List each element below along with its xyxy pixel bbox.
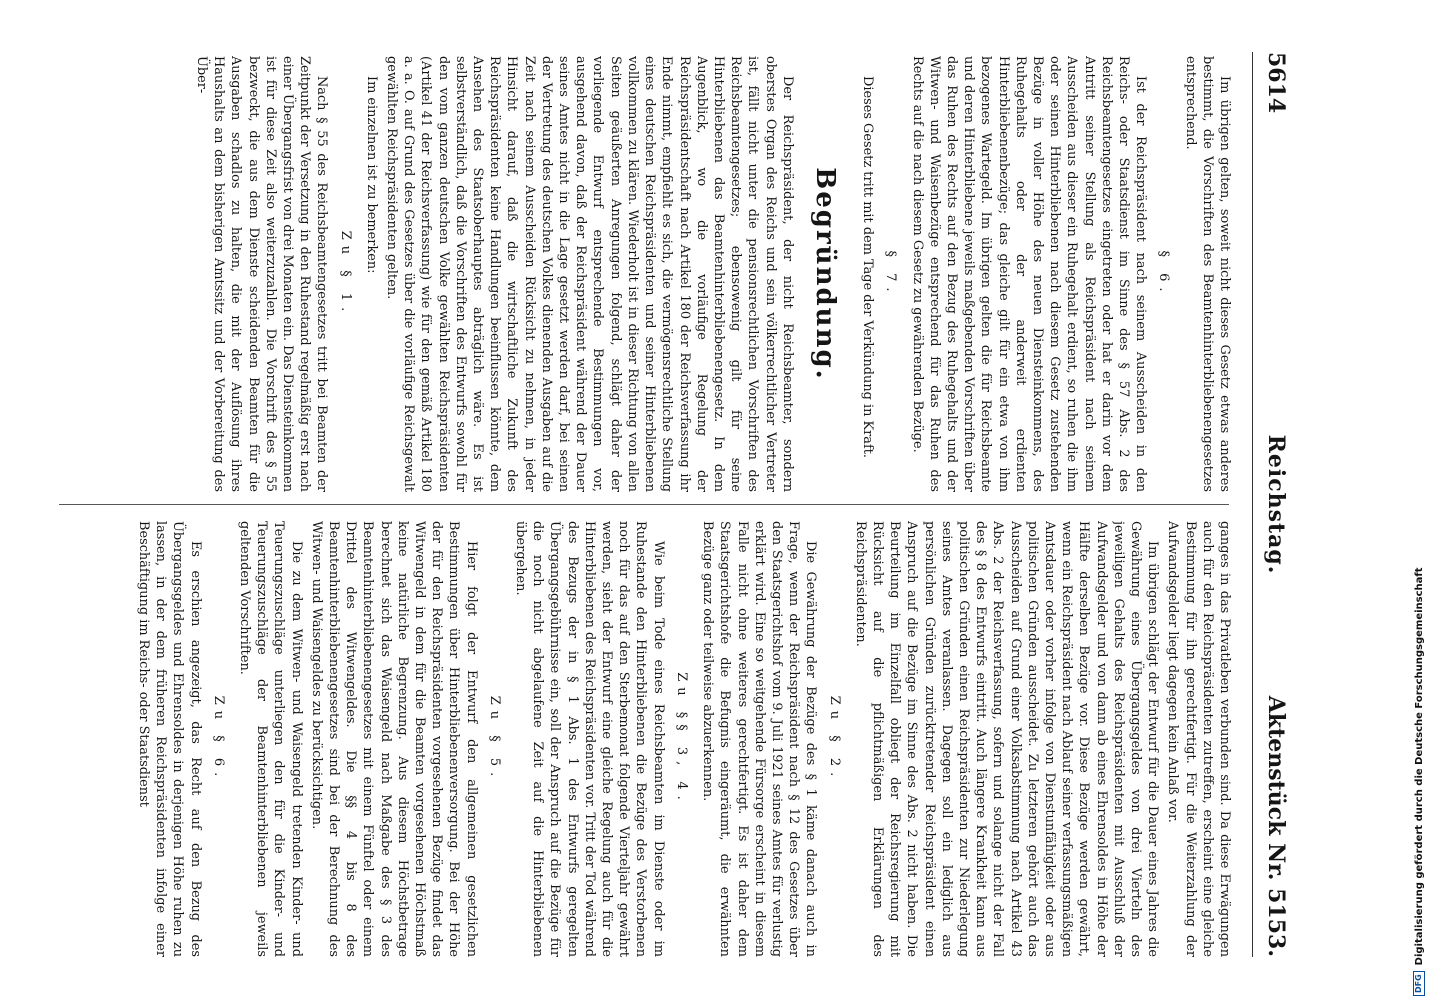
zu5-text-2: Die zu dem Witwen- und Waisengeld tretenden Kinder- und Teuerungszuschläge unterliegen den für die Kinder- und Teuerungszuschläge der Beamtenhinterbliebenen jeweils geltenden Vorschriften.: [237, 521, 304, 957]
dfg-logo-icon: DFG: [1413, 971, 1425, 996]
right-column: [43, 521, 1233, 957]
einzelnen-line: Im einzelnen ist zu bemerken:: [363, 76, 379, 274]
section-heading-zu2: Zu § 2.: [826, 695, 842, 783]
running-head-title: Reichstag.: [1263, 434, 1289, 575]
section-heading-zu5: Zu § 5.: [486, 695, 502, 783]
continuation-paragraph: ganges in das Privatleben verbunden sind. Da diese Erwägungen auch für den Reichspräsidenten zutreffen, erscheint eine gleiche Bestimmung für ihn gerechtfertigt. Für die Weiterzahlung der Aufwandsgelder liegt dagegen kein Anlaß vor.: [1165, 521, 1232, 957]
section-heading-par6: § 6.: [1156, 250, 1172, 298]
left-column: [43, 56, 1233, 492]
zu2-text: Die Gewährung der Bezüge des § 1 käme danach auch in Frage, wenn der Reichspräsident nach § 12 des Gesetzes über den Staatsgerichtshof vom 9. Juli 1921 seines Amtes für verlustig erklärt wird. Eine so weitgehende Fürsorge erscheint in diesem Falle nicht ohne weiteres gerechtfertigt. Es ist daher dem Staatsgerichtshofe die Befugnis eingeräumt, die erwähnten Bezüge ganz oder teilweise abzuerkennen.: [700, 521, 819, 957]
intro-paragraph: Im übrigen gelten, soweit nicht dieses Gesetz etwas anderes bestimmt, die Vorschriften des Beamtenhinterbliebenengesetzes entsprechend.: [1182, 56, 1232, 492]
credit-text: Digitalisierung gefördert durch die Deutsche Forschungsgemeinschaft: [1413, 567, 1425, 966]
section-heading-zu1: Zu § 1.: [337, 230, 353, 318]
par7-text: Dieses Gesetz tritt mit dem Tage der Verkündung in Kraft.: [860, 76, 876, 459]
header-rule: [1252, 52, 1253, 957]
page-number: 5614: [1263, 52, 1289, 114]
begruendung-title: Begründung.: [809, 167, 840, 381]
digitization-credit: [1407, 0, 1431, 1000]
zu5-text: Hier folgt der Entwurf den allgemeinen gesetzlichen Bestimmungen über Hinterbliebenenversorgung. Bei der Höhe der für den Reichspräsidenten vorgesehenen Bezüge findet das Witwengeld in dem für die Beamten vorgesehenen Höchstmaß keine natürliche Begrenzung. Aus diesem Höchstbetrage berechnet sich das Waisengeld nach Maßgabe des § 3 des Beamtenhinterbliebenengesetzes mit einem Fünftel oder einem Drittel des Witwengeldes. Die §§ 4 bis 8 des Beamtenhinterbliebenengesetzes sind bei der Berechnung des Witwen- und Waisengeldes zu berücksichtigen.: [308, 521, 479, 957]
section-heading-zu6: Zu § 6.: [210, 695, 226, 783]
par6-text: Ist der Reichspräsident nach seinem Ausscheiden in den Reichs- oder Staatsdienst im Sinne des § 57 Abs. 2 des Reichsbeamtengesetzes eingetreten oder hat er darin vor dem Antritt seiner Stellung als Reichspräsident nach seinem Ausscheiden aus dieser ein Ruhegehalt erdient, so ruhen die ihm oder seinen Hinterbliebenen nach diesem Gesetz zustehenden Bezüge in voller Höhe des neuen Diensteinkommens, des Ruhegehalts oder der anderweit erdienten Hinterbliebenenbezüge; das gleiche gilt für ein etwa von ihm bezogenes Wartegeld. Im übrigen gelten die für Reichsbeamte und deren Hinterbliebene jeweils maßgebenden Vorschriften über das Ruhen des Rechts auf den Bezug des Ruhegehalts und der Witwen- und Waisenbezüge entsprechend für das Ruhen des Rechts auf die nach diesem Gesetz zu gewährenden Bezüge.: [909, 56, 1149, 492]
zu6-text: Es erschien angezeigt, das Recht auf den Bezug des Übergangsgeldes und Ehrensoldes in derjenigen Höhe ruhen zu lassen, in der dem früheren Reichspräsidenten infolge einer Beschäftigung im Reichs- oder Staatsdienst: [136, 521, 203, 957]
continuation-paragraph-2: Im übrigen schlägt der Entwurf für die Dauer eines Jahres die Gewährung eines Übergangsgeldes von drei Vierteln des jeweiligen Gehalts des Reichspräsidenten mit Ausschluß der Aufwandsgelder und von dann ab eines Ehrensoldes in Höhe der Hälfte derselben Bezüge vor. Diese Bezüge werden gewährt, wenn ein Reichspräsident nach Ablauf seiner verfassungsmäßigen Amtsdauer oder vorher infolge von Dienstunfähigkeit oder aus politischen Gründen ausscheidet. Zu letzteren gehört auch das Ausscheiden auf Grund einer Volksabstimmung nach Artikel 43 Abs. 2 der Reichsverfassung, sofern und solange nicht der Fall des § 8 des Entwurfs eintritt. Auch längere Krankheit kann aus politischen Gründen einen Reichspräsidenten zur Niederlegung seines Amtes veranlassen. Dagegen soll ein lediglich aus persönlichen Gründen zurücktretender Reichspräsident einen Anspruch auf die Bezüge im Sinne des Abs. 2 nicht haben. Die Beurteilung im Einzelfall obliegt der Reichsregierung mit Rücksicht auf die pflichtmäßigen Erklärungen des Reichspräsidenten.: [852, 521, 1161, 957]
zu1-text: Nach § 55 des Reichsbeamtengesetzes tritt bei Beamten der Zeitpunkt der Versetzung in den Ruhestand regelmäßig erst nach einer Übergangsfrist von drei Monaten ein. Das Diensteinkommen ist für diese Zeit also weiterzuzahlen. Die Vorschrift des § 55 bezweckt, die aus dem Dienste scheidenden Beamten für die Ausgaben schadlos zu halten, die mit der Auflösung ihres Haushalts an dem bisherigen Amtssitz und der Vorbereitung des Über-: [194, 56, 330, 492]
zu34-text: Wie beim Tode eines Reichsbeamten im Dienste oder im Ruhestande den Hinterbliebenen die Bezüge des Verstorbenen noch für das auf den Sterbemonat folgende Vierteljahr gewährt werden, sieht der Entwurf eine gleiche Regelung auch für die Hinterbliebenen des Reichspräsidenten vor. Tritt der Tod während des Bezugs der in § 1 Abs. 1 des Entwurfs geregelten Übergangsgebührnisse ein, soll der Anspruch auf die Bezüge für die noch nicht abgelaufene Zeit auf die Hinterbliebenen übergehen.: [513, 521, 666, 957]
column-divider: [59, 504, 1229, 505]
running-head: [1249, 52, 1289, 957]
document-number: Aktenstück Nr. 5153.: [1263, 695, 1289, 957]
section-heading-zu34: Zu §§ 3, 4.: [673, 672, 689, 806]
section-heading-par7: § 7.: [883, 250, 899, 298]
begruendung-paragraph: Der Reichspräsident, der nicht Reichsbeamter, sondern oberstes Organ des Reichs und sein völkerrechtlicher Vertreter ist, fällt nicht unter die pensionsrechtlichen Vorschriften des Reichsbeamtengesetzes; ebensowenig gilt für seine Hinterbliebenen das Beamtenhinterbliebenengesetz. In dem Augenblick, wo die vorläufige Regelung der Reichspräsidentschaft nach Artikel 180 der Reichsverfassung ihr Ende nimmt, empfiehlt es sich, die vermögensrechtliche Stellung eines deutschen Reichspräsidenten und seiner Hinterbliebenen vollkommen zu klären. Wiederholt ist in dieser Richtung von allen Seiten geäußerten Anregungen folgend, schlägt daher der vorliegende Entwurf entsprechende Bestimmungen vor, ausgehend davon, daß der Reichspräsident während der Dauer seines Amtes nicht in die Lage gesetzt werden darf, bei seinen der Vertretung des deutschen Volkes dienenden Ausgaben auf die Zeit nach seinem Ausscheiden Rücksicht zu nehmen, in jeder Hinsicht darauf, daß die wirtschaftliche Zukunft des Reichspräsidenten keine Handlungen beeinflussen könnte, dem Ansehen des Staatsoberhauptes abträglich wäre. Es ist selbstverständlich, daß die Vorschriften des Entwurfs sowohl für den vom ganzen deutschen Volke gewählten Reichspräsidenten (Artikel 41 der Reichsverfassung) wie für den gemäß Artikel 180 a. a. O. auf Grund des Gesetzes über die vorläufige Reichsgewalt gewählten Reichspräsidenten gelten.: [384, 56, 795, 492]
